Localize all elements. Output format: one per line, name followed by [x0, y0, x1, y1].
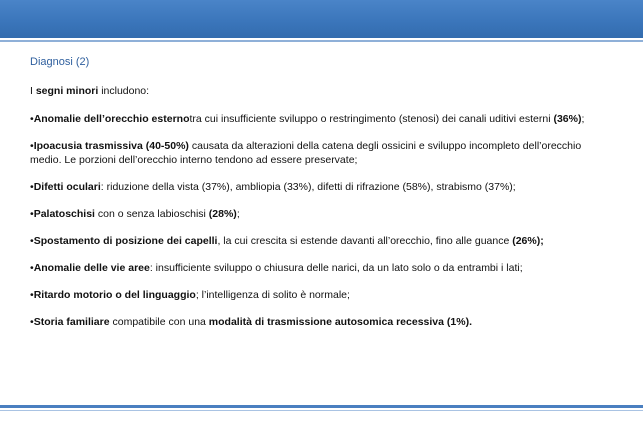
item-bold: Storia familiare [33, 316, 110, 328]
slide-content [30, 84, 610, 342]
item-text: ; l’intelligenza di solito è normale; [195, 289, 350, 301]
footer-divider-thin [0, 410, 643, 411]
item-bold2: modalità di trasmissione autosomica recessiva (1%). [208, 316, 472, 328]
list-item [30, 112, 610, 126]
item-text2: ; [236, 208, 240, 220]
item-text: tra cui insufficiente sviluppo o restringimento (stenosi) dei canali uditivi esterni [189, 113, 554, 125]
item-bold: Ipoacusia trasmissiva (40-50%) [33, 140, 189, 152]
item-text: compatibile con una [109, 316, 209, 328]
bullet: • [30, 235, 34, 247]
bullet: • [30, 181, 34, 193]
header-divider [0, 40, 643, 42]
item-text: con o senza labioschisi [94, 208, 209, 220]
list-item [30, 207, 610, 221]
list-item [30, 234, 610, 248]
bullet: • [30, 140, 34, 152]
bullet: • [30, 113, 34, 125]
item-bold: Spostamento di posizione dei capelli [33, 235, 218, 247]
intro-bold: segni minori [35, 85, 99, 97]
item-bold2: (28%) [208, 208, 237, 220]
list-item [30, 261, 610, 275]
item-text2: ; [581, 113, 585, 125]
bullet: • [30, 316, 34, 328]
list-item [30, 139, 610, 167]
intro-suffix: includono: [98, 85, 150, 97]
item-bold: Anomalie delle vie aree [33, 262, 150, 274]
item-bold2: (26%); [512, 235, 544, 247]
item-text: causata da alterazioni della catena degli ossicini e sviluppo incompleto dell’orecchio medio. Le porzioni dell’orecchio interno tendono ad essere preservate; [30, 140, 582, 166]
item-bold: Ritardo motorio o del linguaggio [33, 289, 196, 301]
footer-divider [0, 405, 643, 408]
list-item [30, 180, 610, 194]
bullet: • [30, 262, 34, 274]
item-bold: Difetti oculari [33, 181, 101, 193]
item-text: : riduzione della vista (37%), ambliopia (33%), difetti di rifrazione (58%), strabismo (37%); [100, 181, 516, 193]
item-text: , la cui crescita si estende davanti all’orecchio, fino alle guance [217, 235, 513, 247]
list-item [30, 288, 610, 302]
header-band [0, 0, 643, 38]
bullet: • [30, 208, 34, 220]
list-item [30, 315, 610, 329]
item-text: : insufficiente sviluppo o chiusura delle narici, da un lato solo o da entrambi i lati; [149, 262, 523, 274]
item-bold: Palatoschisi [33, 208, 95, 220]
item-bold: Anomalie dell’orecchio esterno [33, 113, 190, 125]
intro-line [30, 84, 610, 98]
item-bold2: (36%) [553, 113, 582, 125]
intro-prefix: I [30, 85, 36, 97]
bullet: • [30, 289, 34, 301]
slide-title: Diagnosi (2) [30, 56, 90, 68]
